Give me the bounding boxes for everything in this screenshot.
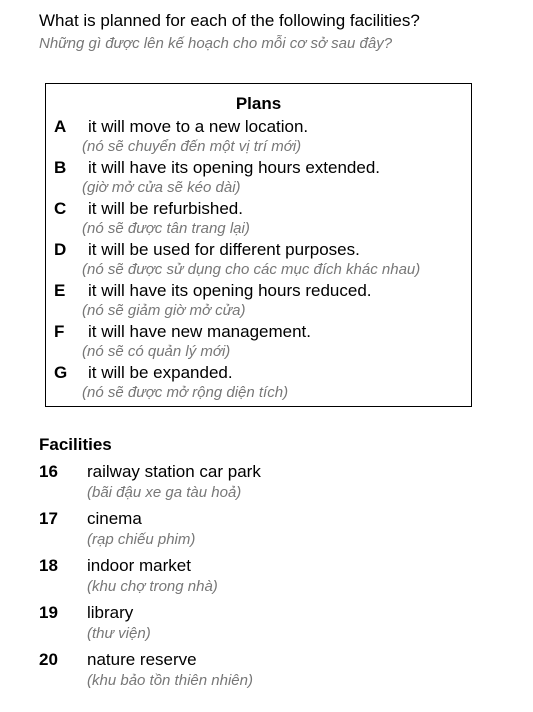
facility-item-18 xyxy=(39,556,533,600)
plan-letter: D xyxy=(54,240,67,259)
plan-translation: (nó sẽ có quản lý mới) xyxy=(82,343,231,360)
plan-translation: (nó sẽ được tân trang lại) xyxy=(82,220,250,237)
plan-text: it will be expanded. xyxy=(88,363,233,382)
plan-letter: E xyxy=(54,281,66,300)
question-translation: Những gì được lên kế hoạch cho mỗi cơ sở sau đây? xyxy=(39,35,393,52)
plan-letter: C xyxy=(54,199,67,218)
plan-letter: G xyxy=(54,363,68,382)
plan-letter: F xyxy=(54,322,65,341)
plan-item-d xyxy=(46,240,471,281)
facility-number: 18 xyxy=(39,556,58,575)
facility-number: 16 xyxy=(39,462,58,481)
plan-translation: (giờ mở cửa sẽ kéo dài) xyxy=(82,179,241,196)
facility-name: library xyxy=(87,603,134,622)
plan-text: it will have its opening hours reduced. xyxy=(88,281,372,300)
facilities-title: Facilities xyxy=(39,435,112,454)
plan-item-c xyxy=(46,199,471,240)
facility-translation: (thư viện) xyxy=(87,625,151,642)
facility-item-17 xyxy=(39,509,533,553)
plans-title: Plans xyxy=(235,94,282,113)
plan-letter: B xyxy=(54,158,67,177)
facility-number: 20 xyxy=(39,650,58,669)
plan-text: it will move to a new location. xyxy=(88,117,309,136)
facility-number: 19 xyxy=(39,603,58,622)
facility-name: indoor market xyxy=(87,556,191,575)
plan-translation: (nó sẽ được sử dụng cho các mục đích khác nhau) xyxy=(82,261,421,278)
plan-item-b xyxy=(46,158,471,199)
plan-item-a xyxy=(46,117,471,158)
plan-text: it will have its opening hours extended. xyxy=(88,158,381,177)
plan-letter: A xyxy=(54,117,67,136)
plan-item-f xyxy=(46,322,471,363)
facility-name: nature reserve xyxy=(87,650,197,669)
facility-name: railway station car park xyxy=(87,462,261,481)
facility-item-20 xyxy=(39,650,533,694)
facility-name: cinema xyxy=(87,509,142,528)
plan-text: it will be used for different purposes. xyxy=(88,240,360,259)
plans-box xyxy=(45,83,472,407)
facility-translation: (khu bảo tồn thiên nhiên) xyxy=(87,672,253,689)
question-text: What is planned for each of the following facilities? xyxy=(39,11,420,30)
facility-number: 17 xyxy=(39,509,58,528)
facility-translation: (khu chợ trong nhà) xyxy=(87,578,218,595)
plan-translation: (nó sẽ giảm giờ mở cửa) xyxy=(82,302,246,319)
facility-translation: (bãi đậu xe ga tàu hoả) xyxy=(87,484,242,501)
facility-item-19 xyxy=(39,603,533,647)
facility-translation: (rạp chiếu phim) xyxy=(87,531,196,548)
plan-item-g xyxy=(46,363,471,404)
plan-text: it will have new management. xyxy=(88,322,312,341)
facility-item-16 xyxy=(39,462,533,506)
plan-translation: (nó sẽ chuyển đến một vị trí mới) xyxy=(82,138,302,155)
plan-item-e xyxy=(46,281,471,322)
plan-translation: (nó sẽ được mở rộng diện tích) xyxy=(82,384,289,401)
plan-text: it will be refurbished. xyxy=(88,199,243,218)
